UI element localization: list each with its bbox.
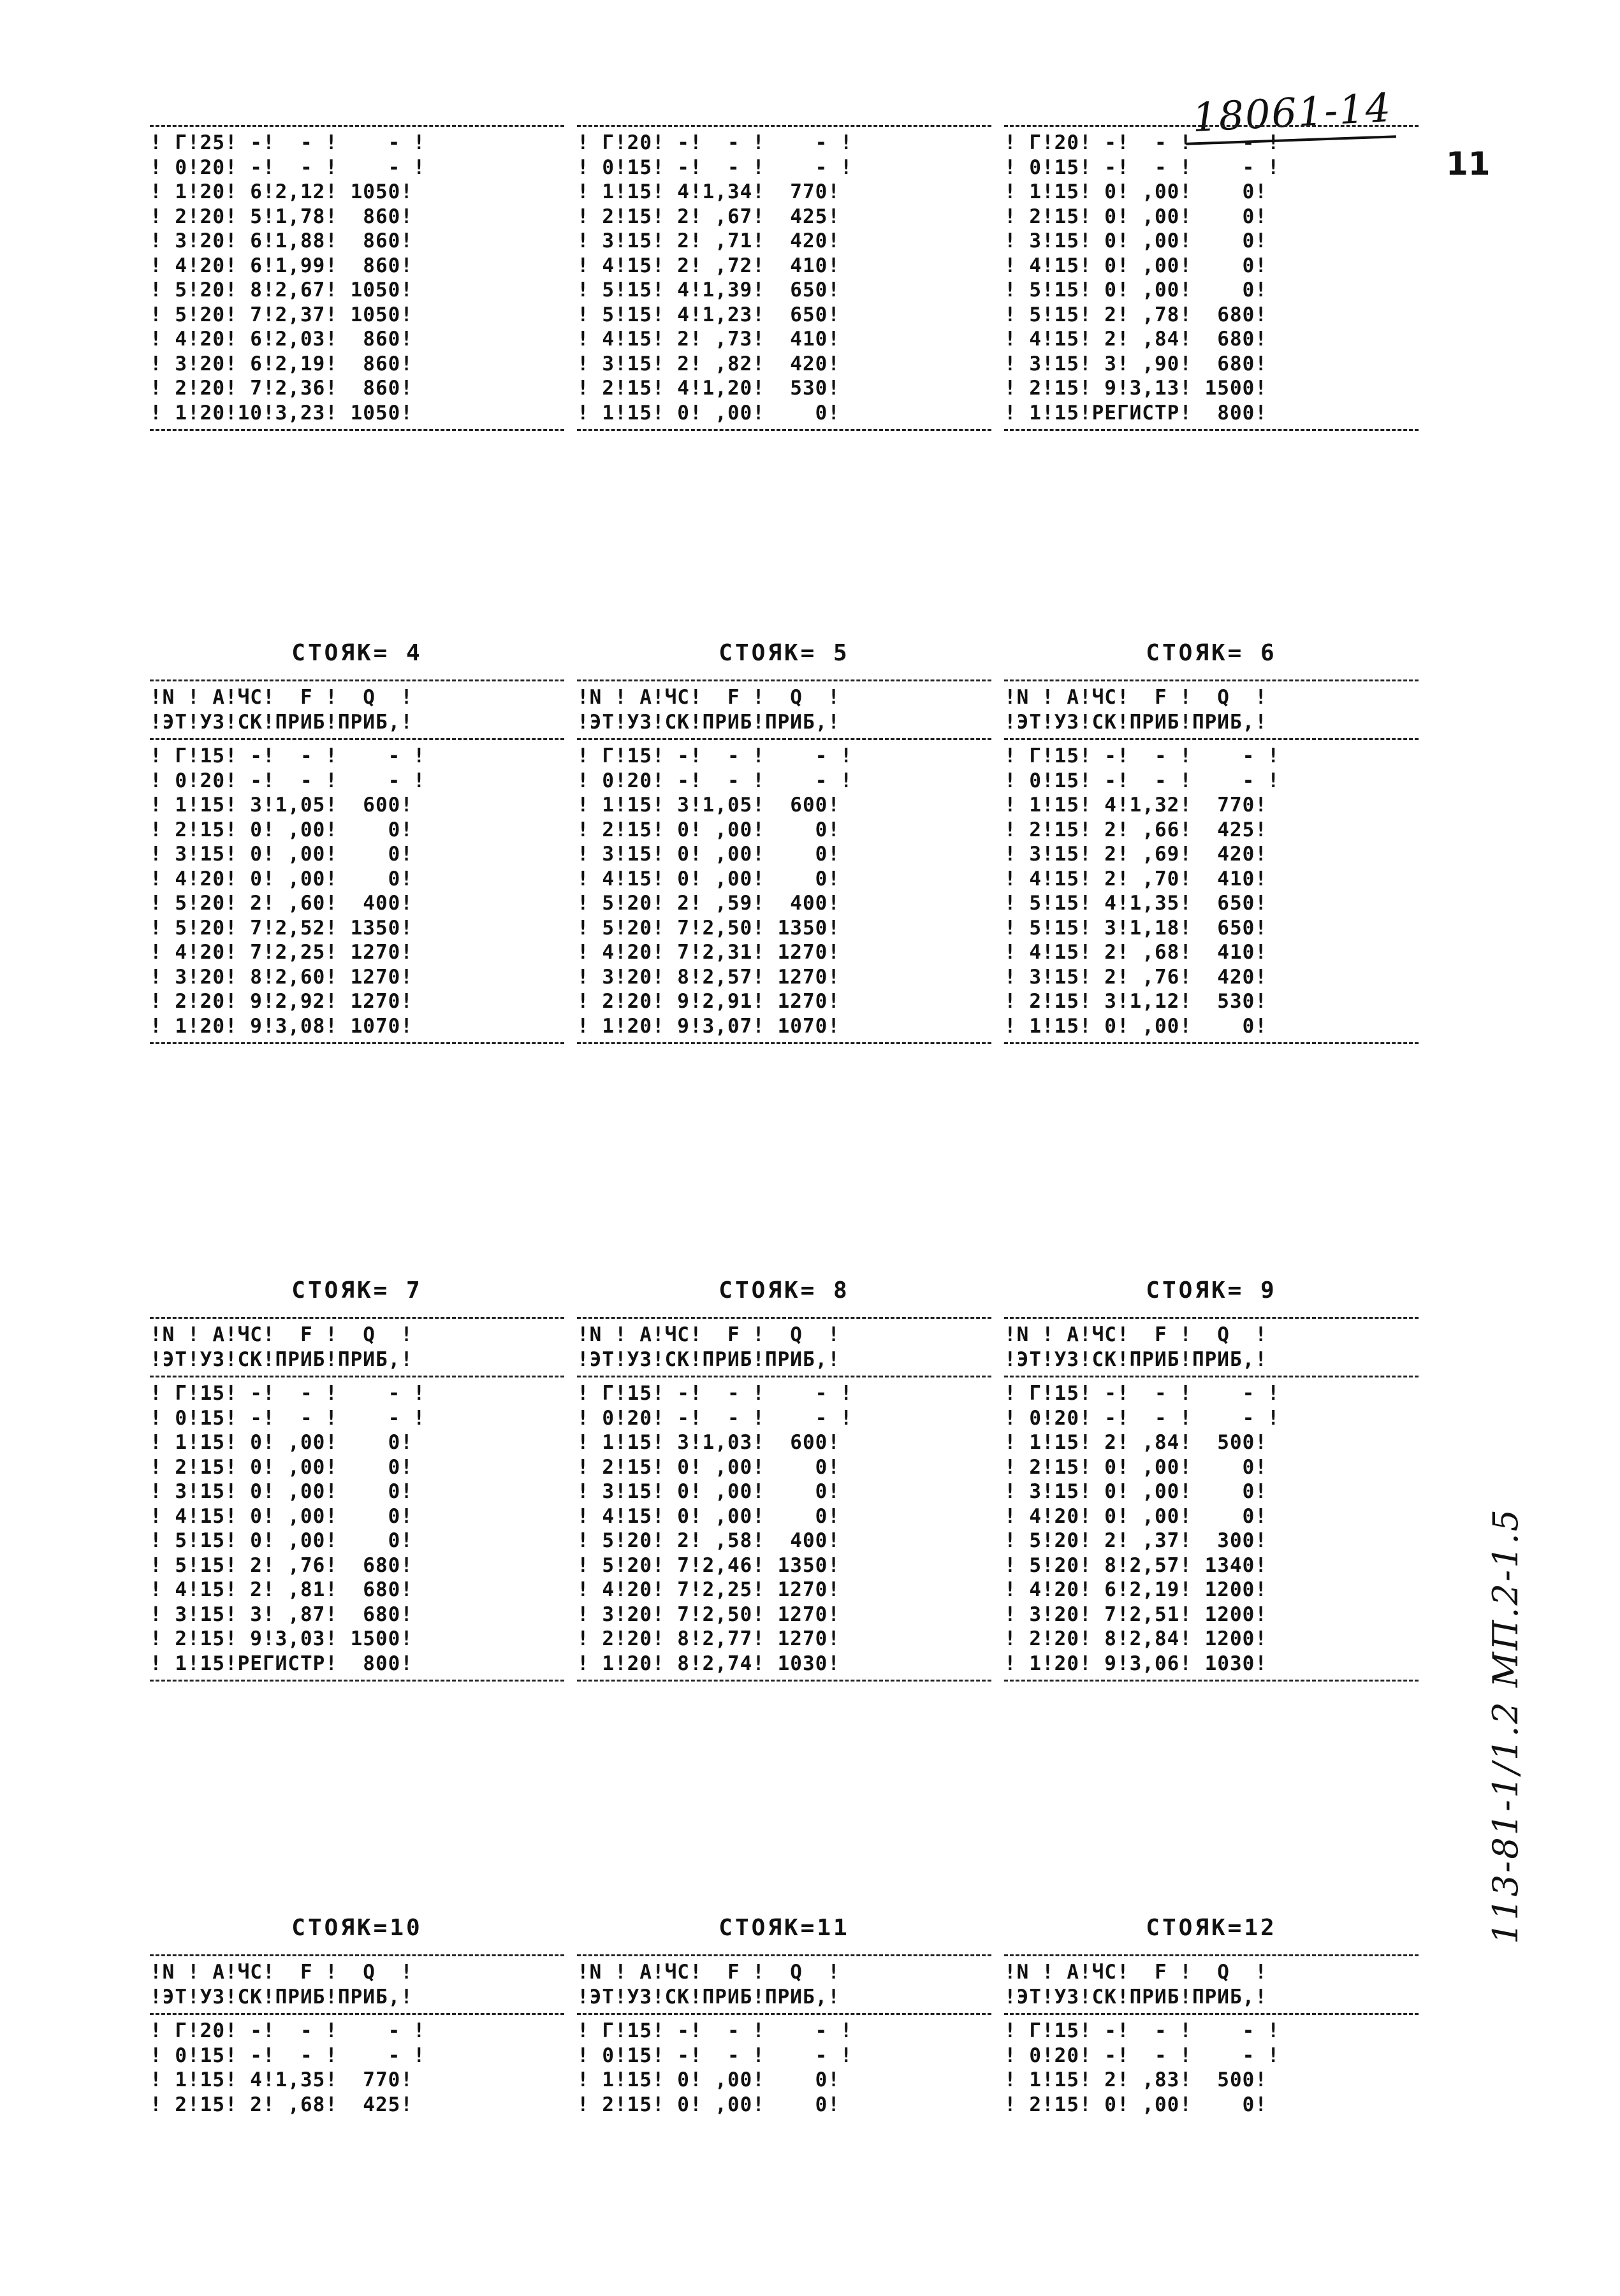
table-row: ! 0!20! -! - ! - ! [150,156,426,179]
table-row: ! 1!15! 0! ,00! 0! [577,2068,840,2091]
table-row: ! Г!15! -! - ! - ! [150,745,426,767]
table-row: ! Г!15! -! - ! - ! [150,1382,426,1405]
table-row: ! 4!20! 6!1,99! 860! [150,254,413,277]
table-row: ! 2!15! 3!1,12! 530! [1004,990,1267,1013]
table-header-line: !ЭТ!УЗ!СК!ПРИБ!ПРИБ,! [150,710,413,734]
table-row: ! 1!15! 4!1,35! 770! [150,2068,413,2091]
table-row: ! 0!20! -! - ! - ! [1004,2044,1280,2067]
table-row: ! Г!15! -! - ! - ! [577,745,853,767]
table-divider [577,1042,991,1044]
table-row: ! 1!20! 6!2,12! 1050! [150,180,413,203]
table-row: ! 4!15! 2! ,73! 410! [577,328,840,351]
riser-table [577,121,991,435]
table-row: ! 3!15! 2! ,82! 420! [577,352,840,375]
table-header-line: !N ! А!ЧС! F ! Q ! [1004,686,1267,709]
table-divider [1004,125,1419,127]
table-header-line: !ЭТ!УЗ!СК!ПРИБ!ПРИБ,! [577,1348,840,1371]
table-row: ! 4!15! 2! ,72! 410! [577,254,840,277]
table-row: ! 0!15! -! - ! - ! [1004,769,1280,792]
table-row: ! 0!15! -! - ! - ! [150,2044,426,2067]
table-row: ! 5!20! 2! ,59! 400! [577,892,840,915]
table-divider [150,1376,564,1377]
table-row: ! 0!20! -! - ! - ! [150,769,426,792]
table-title: СТОЯК= 8 [719,1277,850,1304]
table-row: ! Г!15! -! - ! - ! [577,1382,853,1405]
riser-table [1004,121,1419,435]
table-divider [150,1042,564,1044]
table-row: ! 1!15!РЕГИСТР! 800! [1004,401,1267,425]
riser-table [150,121,564,435]
table-row: ! 5!20! 8!2,57! 1340! [1004,1553,1267,1577]
table-divider [577,679,991,681]
table-header-line: !N ! А!ЧС! F ! Q ! [1004,1961,1267,1984]
riser-table [577,1268,991,1685]
table-row: ! 3!20! 8!2,60! 1270! [150,965,413,989]
table-row: ! 3!15! 2! ,76! 420! [1004,965,1267,989]
table-row: ! 0!15! -! - ! - ! [150,1406,426,1430]
table-row: ! 3!20! 6!1,88! 860! [150,229,413,252]
table-divider [577,429,991,431]
table-row: ! 2!15! 2! ,68! 425! [150,2093,413,2116]
table-divider [577,1376,991,1377]
table-row: ! 4!15! 0! ,00! 0! [1004,254,1267,277]
table-row: ! 4!15! 0! ,00! 0! [577,867,840,890]
table-row: ! 3!20! 7!2,51! 1200! [1004,1602,1267,1626]
table-divider [150,679,564,681]
document-code: 18061-14 [1191,84,1393,142]
table-divider [1004,1954,1419,1956]
table-divider [150,2013,564,2015]
side-code: 113-81-1/1.2 МП.2-1.5 [1485,1508,1526,1944]
table-row: ! 0!15! -! - ! - ! [577,156,853,179]
table-row: ! Г!20! -! - ! - ! [577,131,853,154]
table-header-line: !N ! А!ЧС! F ! Q ! [1004,1323,1267,1346]
table-row: ! 4!20! 7!2,25! 1270! [577,1578,840,1601]
table-row: ! 4!15! 2! ,84! 680! [1004,328,1267,351]
table-row: ! 2!20! 9!2,92! 1270! [150,990,413,1013]
table-row: ! 1!20! 9!3,06! 1030! [1004,1652,1267,1675]
table-header-line: !N ! А!ЧС! F ! Q ! [150,686,413,709]
table-divider [150,429,564,431]
table-row: ! 4!20! 6!2,03! 860! [150,328,413,351]
table-row: ! 5!20! 7!2,37! 1050! [150,303,413,326]
table-row: ! 2!20! 8!2,84! 1200! [1004,1627,1267,1650]
riser-table [1004,1268,1419,1685]
table-row: ! 2!15! 2! ,66! 425! [1004,818,1267,841]
table-row: ! 3!15! 0! ,00! 0! [1004,1480,1267,1503]
table-row: ! 3!20! 6!2,19! 860! [150,352,413,375]
table-divider [1004,1042,1419,1044]
table-row: ! 4!15! 2! ,68! 410! [1004,941,1267,964]
table-row: ! 3!20! 7!2,50! 1270! [577,1602,840,1626]
table-row: ! 5!20! 2! ,37! 300! [1004,1529,1267,1552]
table-divider [150,1317,564,1319]
page-number: 11 [1446,145,1491,182]
table-row: ! Г!15! -! - ! - ! [1004,2019,1280,2042]
table-row: ! 1!15! 3!1,05! 600! [577,794,840,817]
table-row: ! Г!15! -! - ! - ! [1004,1382,1280,1405]
table-row: ! 5!15! 0! ,00! 0! [1004,279,1267,302]
table-row: ! 3!15! 0! ,00! 0! [1004,229,1267,252]
table-row: ! 1!15! 0! ,00! 0! [1004,180,1267,203]
riser-table [1004,631,1419,1048]
table-row: ! 4!15! 2! ,81! 680! [150,1578,413,1601]
table-row: ! 5!15! 4!1,39! 650! [577,279,840,302]
table-divider [1004,1680,1419,1682]
table-row: ! 0!20! -! - ! - ! [577,769,853,792]
table-divider [150,125,564,127]
table-title: СТОЯК= 7 [291,1277,423,1304]
table-title: СТОЯК=10 [291,1915,423,1941]
table-row: ! 5!20! 2! ,58! 400! [577,1529,840,1552]
riser-table [1004,1906,1419,2117]
table-row: ! 2!15! 0! ,00! 0! [577,1455,840,1479]
table-title: СТОЯК= 5 [719,640,850,666]
table-row: ! 1!15! 3!1,05! 600! [150,794,413,817]
table-divider [1004,679,1419,681]
table-title: СТОЯК=12 [1146,1915,1277,1941]
table-row: ! 2!15! 0! ,00! 0! [1004,1455,1267,1479]
table-row: ! 2!15! 0! ,00! 0! [577,818,840,841]
table-row: ! 1!15! 2! ,84! 500! [1004,1431,1267,1454]
table-divider [1004,1317,1419,1319]
table-title: СТОЯК= 6 [1146,640,1277,666]
table-row: ! 3!15! 3! ,87! 680! [150,1602,413,1626]
table-header-line: !N ! А!ЧС! F ! Q ! [150,1961,413,1984]
table-header-line: !ЭТ!УЗ!СК!ПРИБ!ПРИБ,! [1004,1985,1267,2009]
table-row: ! 3!15! 2! ,69! 420! [1004,843,1267,866]
table-row: ! 3!20! 8!2,57! 1270! [577,965,840,989]
table-row: ! 2!15! 9!3,03! 1500! [150,1627,413,1650]
table-row: ! 4!15! 0! ,00! 0! [577,1504,840,1528]
riser-table [150,1268,564,1685]
riser-table [577,631,991,1048]
table-divider [1004,738,1419,740]
table-row: ! 5!20! 2! ,60! 400! [150,892,413,915]
table-row: ! 1!15! 4!1,32! 770! [1004,794,1267,817]
table-row: ! 5!20! 8!2,67! 1050! [150,279,413,302]
table-row: ! 2!15! 0! ,00! 0! [1004,2093,1267,2116]
table-row: ! Г!25! -! - ! - ! [150,131,426,154]
table-row: ! 2!15! 0! ,00! 0! [577,2093,840,2116]
table-row: ! 5!15! 3!1,18! 650! [1004,916,1267,940]
table-divider [1004,2013,1419,2015]
table-row: ! 1!20!10!3,23! 1050! [150,401,413,425]
table-header-line: !N ! А!ЧС! F ! Q ! [577,1961,840,1984]
table-row: ! 2!20! 5!1,78! 860! [150,205,413,228]
table-row: ! 4!15! 0! ,00! 0! [150,1504,413,1528]
table-row: ! 5!15! 2! ,78! 680! [1004,303,1267,326]
table-divider [577,125,991,127]
table-title: СТОЯК= 4 [291,640,423,666]
table-row: ! 5!20! 7!2,52! 1350! [150,916,413,940]
table-row: ! 0!20! -! - ! - ! [1004,1406,1280,1430]
table-divider [150,1680,564,1682]
table-row: ! 0!15! -! - ! - ! [1004,156,1280,179]
table-row: ! 5!15! 2! ,76! 680! [150,1553,413,1577]
table-row: ! 2!20! 9!2,91! 1270! [577,990,840,1013]
table-row: ! Г!20! -! - ! - ! [1004,131,1280,154]
table-row: ! 3!15! 3! ,90! 680! [1004,352,1267,375]
table-row: ! 2!15! 4!1,20! 530! [577,377,840,400]
table-row: ! 1!15! 0! ,00! 0! [577,401,840,425]
table-row: ! 5!15! 4!1,23! 650! [577,303,840,326]
table-row: ! 0!15! -! - ! - ! [577,2044,853,2067]
table-divider [1004,429,1419,431]
riser-table [150,1906,564,2117]
table-row: ! 1!15! 0! ,00! 0! [150,1431,413,1454]
table-divider [577,1317,991,1319]
riser-table [577,1906,991,2117]
table-row: ! 1!15!РЕГИСТР! 800! [150,1652,413,1675]
table-divider [1004,1376,1419,1377]
table-header-line: !N ! А!ЧС! F ! Q ! [577,686,840,709]
table-row: ! 5!15! 4!1,35! 650! [1004,892,1267,915]
table-row: ! 5!15! 0! ,00! 0! [150,1529,413,1552]
table-row: ! 2!15! 0! ,00! 0! [150,1455,413,1479]
table-row: ! 1!20! 9!3,08! 1070! [150,1014,413,1038]
table-divider [577,2013,991,2015]
table-row: ! 3!15! 0! ,00! 0! [577,1480,840,1503]
table-row: ! 1!15! 2! ,83! 500! [1004,2068,1267,2091]
table-row: ! Г!15! -! - ! - ! [1004,745,1280,767]
table-divider [577,1954,991,1956]
table-row: ! 1!20! 8!2,74! 1030! [577,1652,840,1675]
table-divider [150,1954,564,1956]
table-row: ! 2!15! 2! ,67! 425! [577,205,840,228]
table-row: ! Г!15! -! - ! - ! [577,2019,853,2042]
table-row: ! 4!20! 0! ,00! 0! [1004,1504,1267,1528]
table-row: ! Г!20! -! - ! - ! [150,2019,426,2042]
table-row: ! 4!20! 0! ,00! 0! [150,867,413,890]
table-row: ! 2!15! 0! ,00! 0! [1004,205,1267,228]
table-header-line: !ЭТ!УЗ!СК!ПРИБ!ПРИБ,! [150,1985,413,2009]
table-divider [577,1680,991,1682]
table-row: ! 2!15! 9!3,13! 1500! [1004,377,1267,400]
table-row: ! 4!20! 6!2,19! 1200! [1004,1578,1267,1601]
table-row: ! 3!15! 0! ,00! 0! [150,843,413,866]
table-row: ! 2!15! 0! ,00! 0! [150,818,413,841]
table-header-line: !ЭТ!УЗ!СК!ПРИБ!ПРИБ,! [1004,1348,1267,1371]
table-row: ! 3!15! 0! ,00! 0! [150,1480,413,1503]
table-row: ! 5!20! 7!2,50! 1350! [577,916,840,940]
table-title: СТОЯК=11 [719,1915,850,1941]
table-row: ! 4!15! 2! ,70! 410! [1004,867,1267,890]
table-row: ! 1!20! 9!3,07! 1070! [577,1014,840,1038]
table-row: ! 2!20! 7!2,36! 860! [150,377,413,400]
table-header-line: !N ! А!ЧС! F ! Q ! [150,1323,413,1346]
table-divider [577,738,991,740]
table-row: ! 1!15! 0! ,00! 0! [1004,1014,1267,1038]
table-header-line: !ЭТ!УЗ!СК!ПРИБ!ПРИБ,! [1004,710,1267,734]
table-row: ! 4!20! 7!2,31! 1270! [577,941,840,964]
table-row: ! 1!15! 3!1,03! 600! [577,1431,840,1454]
table-row: ! 1!15! 4!1,34! 770! [577,180,840,203]
table-header-line: !ЭТ!УЗ!СК!ПРИБ!ПРИБ,! [577,1985,840,2009]
table-row: ! 0!20! -! - ! - ! [577,1406,853,1430]
table-header-line: !N ! А!ЧС! F ! Q ! [577,1323,840,1346]
table-title: СТОЯК= 9 [1146,1277,1277,1304]
table-row: ! 3!15! 0! ,00! 0! [577,843,840,866]
table-divider [150,738,564,740]
table-header-line: !ЭТ!УЗ!СК!ПРИБ!ПРИБ,! [577,710,840,734]
table-row: ! 4!20! 7!2,25! 1270! [150,941,413,964]
table-row: ! 5!20! 7!2,46! 1350! [577,1553,840,1577]
table-row: ! 2!20! 8!2,77! 1270! [577,1627,840,1650]
table-header-line: !ЭТ!УЗ!СК!ПРИБ!ПРИБ,! [150,1348,413,1371]
riser-table [150,631,564,1048]
table-row: ! 3!15! 2! ,71! 420! [577,229,840,252]
